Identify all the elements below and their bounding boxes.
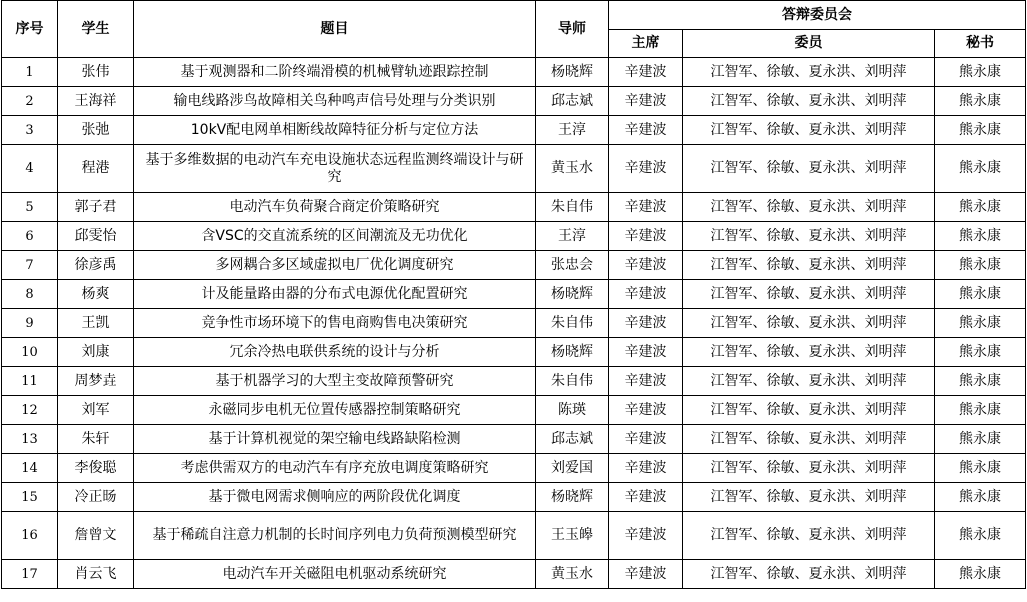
cell-index: 14 — [2, 454, 58, 483]
cell-title: 10kV配电网单相断线故障特征分析与定位方法 — [134, 116, 536, 145]
table-row — [2, 116, 1026, 145]
cell-student: 冷正旸 — [58, 483, 134, 512]
cell-members: 江智军、徐敏、夏永洪、刘明萍 — [683, 145, 935, 193]
cell-secretary: 熊永康 — [935, 367, 1026, 396]
cell-student: 李俊聪 — [58, 454, 134, 483]
cell-index: 9 — [2, 309, 58, 338]
header-chair: 主席 — [609, 30, 683, 58]
table-body — [2, 58, 1026, 589]
cell-advisor: 张忠会 — [536, 251, 609, 280]
header-student: 学生 — [58, 1, 134, 58]
cell-chair: 辛建波 — [609, 309, 683, 338]
table-row — [2, 560, 1026, 589]
cell-secretary: 熊永康 — [935, 145, 1026, 193]
cell-index: 11 — [2, 367, 58, 396]
cell-chair: 辛建波 — [609, 58, 683, 87]
cell-title: 考虑供需双方的电动汽车有序充放电调度策略研究 — [134, 454, 536, 483]
cell-chair: 辛建波 — [609, 280, 683, 309]
cell-advisor: 杨晓辉 — [536, 58, 609, 87]
cell-index: 10 — [2, 338, 58, 367]
cell-chair: 辛建波 — [609, 251, 683, 280]
cell-student: 王海祥 — [58, 87, 134, 116]
cell-members: 江智军、徐敏、夏永洪、刘明萍 — [683, 280, 935, 309]
table-row — [2, 396, 1026, 425]
cell-chair: 辛建波 — [609, 425, 683, 454]
cell-secretary: 熊永康 — [935, 193, 1026, 222]
cell-secretary: 熊永康 — [935, 338, 1026, 367]
cell-title: 基于机器学习的大型主变故障预警研究 — [134, 367, 536, 396]
cell-advisor: 黄玉水 — [536, 560, 609, 589]
cell-index: 8 — [2, 280, 58, 309]
cell-chair: 辛建波 — [609, 367, 683, 396]
cell-title: 基于多维数据的电动汽车充电设施状态远程监测终端设计与研究 — [134, 145, 536, 193]
cell-index: 7 — [2, 251, 58, 280]
cell-title: 计及能量路由器的分布式电源优化配置研究 — [134, 280, 536, 309]
cell-secretary: 熊永康 — [935, 58, 1026, 87]
cell-index: 3 — [2, 116, 58, 145]
cell-title: 含VSC的交直流系统的区间潮流及无功优化 — [134, 222, 536, 251]
cell-title: 基于观测器和二阶终端滑模的机械臂轨迹跟踪控制 — [134, 58, 536, 87]
cell-members: 江智军、徐敏、夏永洪、刘明萍 — [683, 396, 935, 425]
cell-chair: 辛建波 — [609, 116, 683, 145]
cell-members: 江智军、徐敏、夏永洪、刘明萍 — [683, 309, 935, 338]
header-row — [2, 1, 1026, 30]
header-members: 委员 — [683, 30, 935, 58]
cell-student: 徐彦禹 — [58, 251, 134, 280]
table-row — [2, 425, 1026, 454]
cell-title: 基于计算机视觉的架空输电线路缺陷检测 — [134, 425, 536, 454]
cell-student: 刘康 — [58, 338, 134, 367]
cell-advisor: 王淳 — [536, 222, 609, 251]
cell-index: 17 — [2, 560, 58, 589]
cell-secretary: 熊永康 — [935, 425, 1026, 454]
table-row — [2, 454, 1026, 483]
header-advisor: 导师 — [536, 1, 609, 58]
cell-chair: 辛建波 — [609, 560, 683, 589]
table-row — [2, 251, 1026, 280]
table-row — [2, 222, 1026, 251]
cell-secretary: 熊永康 — [935, 116, 1026, 145]
table-row — [2, 338, 1026, 367]
cell-members: 江智军、徐敏、夏永洪、刘明萍 — [683, 193, 935, 222]
cell-index: 2 — [2, 87, 58, 116]
cell-chair: 辛建波 — [609, 87, 683, 116]
cell-secretary: 熊永康 — [935, 560, 1026, 589]
cell-student: 张伟 — [58, 58, 134, 87]
cell-title: 电动汽车负荷聚合商定价策略研究 — [134, 193, 536, 222]
cell-advisor: 邱志斌 — [536, 425, 609, 454]
cell-advisor: 王玉皞 — [536, 512, 609, 560]
cell-secretary: 熊永康 — [935, 454, 1026, 483]
cell-chair: 辛建波 — [609, 145, 683, 193]
cell-index: 12 — [2, 396, 58, 425]
cell-members: 江智军、徐敏、夏永洪、刘明萍 — [683, 116, 935, 145]
cell-title: 冗余冷热电联供系统的设计与分析 — [134, 338, 536, 367]
cell-chair: 辛建波 — [609, 396, 683, 425]
cell-advisor: 朱自伟 — [536, 367, 609, 396]
cell-secretary: 熊永康 — [935, 251, 1026, 280]
cell-advisor: 王淳 — [536, 116, 609, 145]
table-row — [2, 483, 1026, 512]
header-index: 序号 — [2, 1, 58, 58]
cell-student: 肖云飞 — [58, 560, 134, 589]
cell-members: 江智军、徐敏、夏永洪、刘明萍 — [683, 58, 935, 87]
defense-schedule-table — [1, 0, 1026, 589]
header-title: 题目 — [134, 1, 536, 58]
cell-advisor: 杨晓辉 — [536, 280, 609, 309]
cell-title: 基于稀疏自注意力机制的长时间序列电力负荷预测模型研究 — [134, 512, 536, 560]
cell-secretary: 熊永康 — [935, 222, 1026, 251]
cell-student: 王凯 — [58, 309, 134, 338]
cell-title: 永磁同步电机无位置传感器控制策略研究 — [134, 396, 536, 425]
cell-student: 刘军 — [58, 396, 134, 425]
header-secretary: 秘书 — [935, 30, 1026, 58]
cell-secretary: 熊永康 — [935, 280, 1026, 309]
cell-student: 邱雯怡 — [58, 222, 134, 251]
cell-members: 江智军、徐敏、夏永洪、刘明萍 — [683, 425, 935, 454]
cell-index: 1 — [2, 58, 58, 87]
cell-student: 程港 — [58, 145, 134, 193]
cell-chair: 辛建波 — [609, 454, 683, 483]
cell-members: 江智军、徐敏、夏永洪、刘明萍 — [683, 560, 935, 589]
cell-title: 竞争性市场环境下的售电商购售电决策研究 — [134, 309, 536, 338]
cell-advisor: 杨晓辉 — [536, 483, 609, 512]
cell-advisor: 黄玉水 — [536, 145, 609, 193]
cell-index: 4 — [2, 145, 58, 193]
table-row — [2, 145, 1026, 193]
cell-student: 周梦垚 — [58, 367, 134, 396]
cell-advisor: 陈瑛 — [536, 396, 609, 425]
cell-chair: 辛建波 — [609, 338, 683, 367]
cell-student: 杨爽 — [58, 280, 134, 309]
cell-student: 郭子君 — [58, 193, 134, 222]
cell-secretary: 熊永康 — [935, 483, 1026, 512]
cell-secretary: 熊永康 — [935, 309, 1026, 338]
cell-title: 电动汽车开关磁阻电机驱动系统研究 — [134, 560, 536, 589]
cell-student: 朱轩 — [58, 425, 134, 454]
cell-chair: 辛建波 — [609, 222, 683, 251]
cell-members: 江智军、徐敏、夏永洪、刘明萍 — [683, 512, 935, 560]
cell-secretary: 熊永康 — [935, 87, 1026, 116]
cell-index: 5 — [2, 193, 58, 222]
cell-title: 输电线路涉鸟故障相关鸟种鸣声信号处理与分类识别 — [134, 87, 536, 116]
table-row — [2, 309, 1026, 338]
cell-members: 江智军、徐敏、夏永洪、刘明萍 — [683, 338, 935, 367]
cell-members: 江智军、徐敏、夏永洪、刘明萍 — [683, 483, 935, 512]
header-committee: 答辩委员会 — [609, 1, 1026, 30]
cell-secretary: 熊永康 — [935, 512, 1026, 560]
cell-advisor: 朱自伟 — [536, 309, 609, 338]
cell-members: 江智军、徐敏、夏永洪、刘明萍 — [683, 251, 935, 280]
cell-index: 15 — [2, 483, 58, 512]
table-row — [2, 193, 1026, 222]
cell-index: 13 — [2, 425, 58, 454]
table-row — [2, 512, 1026, 560]
cell-advisor: 邱志斌 — [536, 87, 609, 116]
cell-members: 江智军、徐敏、夏永洪、刘明萍 — [683, 87, 935, 116]
cell-secretary: 熊永康 — [935, 396, 1026, 425]
table-row — [2, 87, 1026, 116]
table-row — [2, 280, 1026, 309]
cell-members: 江智军、徐敏、夏永洪、刘明萍 — [683, 222, 935, 251]
cell-student: 张弛 — [58, 116, 134, 145]
cell-title: 基于微电网需求侧响应的两阶段优化调度 — [134, 483, 536, 512]
cell-members: 江智军、徐敏、夏永洪、刘明萍 — [683, 367, 935, 396]
table-row — [2, 58, 1026, 87]
cell-chair: 辛建波 — [609, 483, 683, 512]
cell-chair: 辛建波 — [609, 512, 683, 560]
cell-index: 6 — [2, 222, 58, 251]
cell-student: 詹曾文 — [58, 512, 134, 560]
cell-members: 江智军、徐敏、夏永洪、刘明萍 — [683, 454, 935, 483]
table-row — [2, 367, 1026, 396]
cell-title: 多网耦合多区域虚拟电厂优化调度研究 — [134, 251, 536, 280]
cell-advisor: 刘爱国 — [536, 454, 609, 483]
cell-advisor: 杨晓辉 — [536, 338, 609, 367]
cell-chair: 辛建波 — [609, 193, 683, 222]
cell-index: 16 — [2, 512, 58, 560]
cell-advisor: 朱自伟 — [536, 193, 609, 222]
